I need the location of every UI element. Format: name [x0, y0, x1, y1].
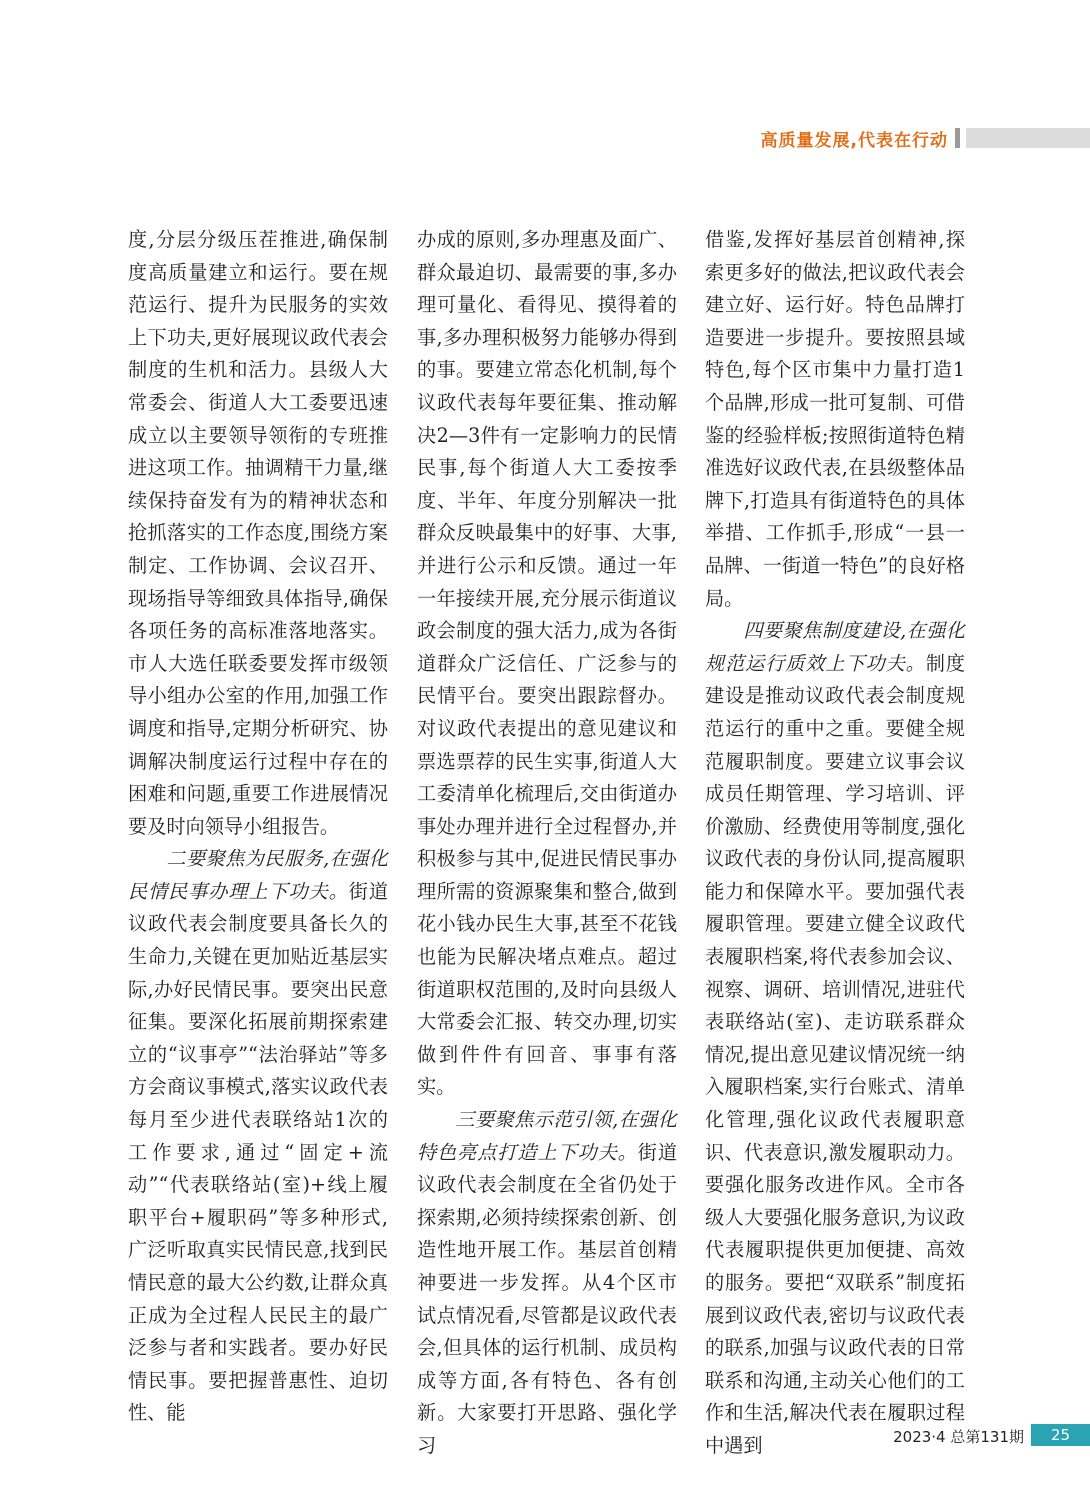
issue-info: 2023·4 总第131期 — [893, 1428, 1024, 1446]
text-column-3 — [705, 224, 965, 1463]
paragraph-text: 度,分层分级压茬推进,确保制度高质量建立和运行。要在规范运行、提升为民服务的实效上下功夫,更好展现议政代表会制度的生机和活力。县级人大常委会、街道人大工委要迅速成立以主要领导领衔的专班推进这项工作。抽调精干力量,继续保持奋发有为的精神状态和抢抓落实的工作态度,围绕方案制定、工作协调、会议召开、现场指导等细致具体指导,确保各项任务的高标准落地落实。市人大选任联委要发挥市级领导小组办公室的作用,加强工作调度和指导,定期分析研究、协调解决制度运行过程中存在的困难和问题,重要工作进展情况要及时向领导小组报告。 — [128, 228, 388, 838]
paragraph — [705, 224, 965, 615]
text-column-2 — [417, 224, 677, 1463]
section-heading: 三要聚焦示范引领,在强化特色亮点打造上下功夫。 — [417, 1108, 677, 1164]
text-column-1 — [128, 224, 388, 1430]
section-heading: 二要聚焦为民服务,在强化民情民事办理上下功夫。 — [128, 847, 388, 903]
header-gray-bar — [966, 128, 1090, 148]
paragraph-text: 办成的原则,多办理惠及面广、群众最迫切、最需要的事,多办理可量化、看得见、摸得着的事,多办理积极努力能够办得到的事。要建立常态化机制,每个议政代表每年要征集、推动解决2—3件有一定影响力的民情民事,每个街道人大工委按季度、半年、年度分别解决一批群众反映最集中的好事、大事,并进行公示和反馈。通过一年一年接续开展,充分展示街道议政会制度的强大活力,成为各街道群众广泛信任、广泛参与的民情平台。要突出跟踪督办。对议政代表提出的意见建议和票选票荐的民生实事,街道人大工委清单化梳理后,交由街道办事处办理并进行全过程督办,并积极参与其中,促进民情民事办理所需的资源聚集和整合,做到花小钱办民生大事,甚至不花钱也能为民解决堵点难点。超过街道职权范围的,及时向县级人大常委会汇报、转交办理,切实做到件件有回音、事事有落实。 — [417, 228, 677, 1099]
paragraph — [128, 224, 388, 843]
paragraph-text: 借鉴,发挥好基层首创精神,探索更多好的做法,把议政代表会建立好、运行好。特色品牌打造要进一步提升。要按照县域特色,每个区市集中力量打造1个品牌,形成一批可复制、可借鉴的经验样板;按照街道特色精准选好议政代表,在县级整体品牌下,打造具有街道特色的具体举措、工作抓手,形成“一县一品牌、一街道一特色”的良好格局。 — [705, 228, 965, 610]
paragraph-text: 街道议政代表会制度要具备长久的生命力,关键在更加贴近基层实际,办好民情民事。要突出民意征集。要深化拓展前期探索建立的“议事亭”“法治驿站”等多方会商议事模式,落实议政代表每月至少进代表联络站1次的工作要求,通过“固定+流动”“代表联络站(室)+线上履职平台+履职码”等多种形式,广泛听取真实民情民意,找到民情民意的最大公约数,让群众真正成为全过程人民民主的最广泛参与者和实践者。要办好民情民事。要把握普惠性、迫切性、能 — [128, 879, 389, 1425]
paragraph-text: 街道议政代表会制度在全省仍处于探索期,必须持续探索创新、创造性地开展工作。基层首创精神要进一步发挥。从4个区市试点情况看,尽管都是议政代表会,但具体的运行机制、成员构成等方面,各有特色、各有创新。大家要打开思路、强化学习 — [417, 1140, 678, 1457]
paragraph — [128, 843, 388, 1430]
header-divider-mark — [955, 128, 960, 148]
paragraph — [705, 615, 965, 1462]
page-number: 25 — [1031, 1424, 1090, 1446]
paragraph-text: 制度建设是推动议政代表会制度规范运行的重中之重。要健全规范履职制度。要建立议事会议成员任期管理、学习培训、评价激励、经费使用等制度,强化议政代表的身份认同,提高履职能力和保障水平。要加强代表履职管理。要建立健全议政代表履职档案,将代表参加会议、视察、调研、培训情况,进驻代表联络站(室)、走访联系群众情况,提出意见建议情况统一纳入履职档案,实行台账式、清单化管理,强化议政代表履职意识、代表意识,激发履职动力。要强化服务改进作风。全市各级人大要强化服务意识,为议政代表履职提供更加便捷、高效的服务。要把“双联系”制度拓展到议政代表,密切与议政代表的联系,加强与议政代表的日常联系和沟通,主动关心他们的工作和生活,解决代表在履职过程中遇到 — [705, 651, 966, 1457]
paragraph — [417, 224, 677, 1104]
section-heading: 四要聚焦制度建设,在强化规范运行质效上下功夫。 — [705, 619, 965, 675]
paragraph — [417, 1104, 677, 1463]
section-title: 高质量发展,代表在行动 — [760, 131, 948, 151]
